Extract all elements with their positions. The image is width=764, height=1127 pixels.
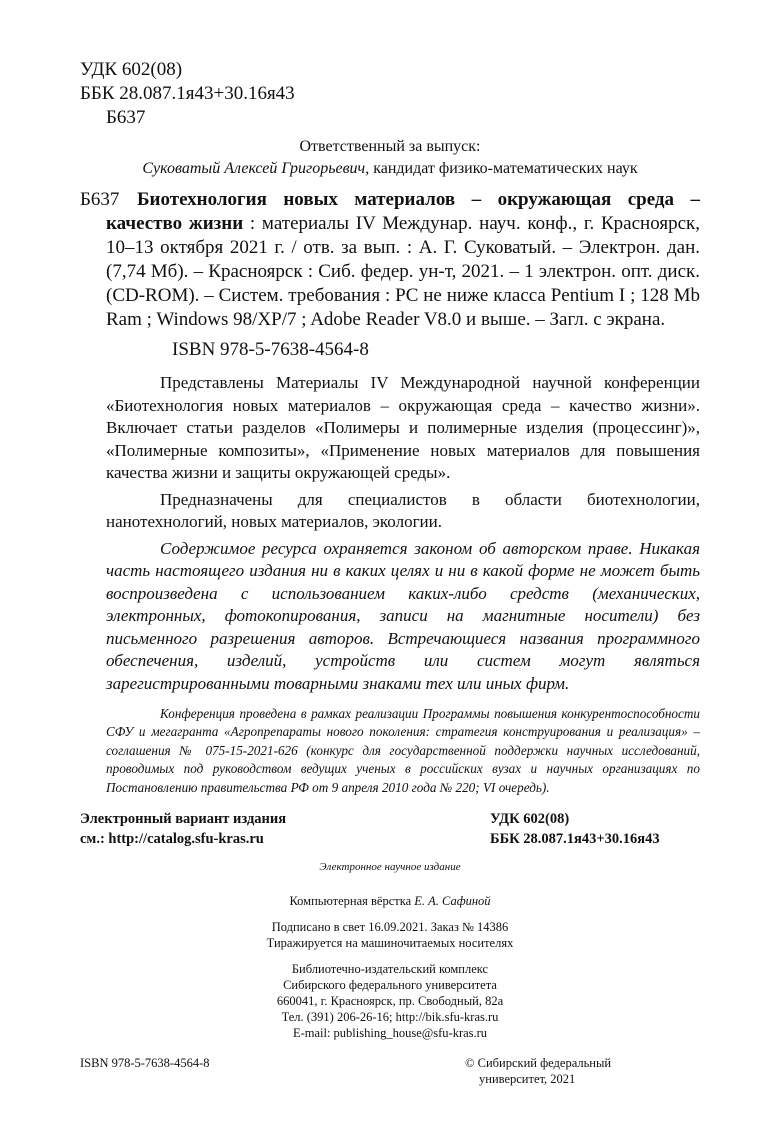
- conference-note: Конференция проведена в рамках реализации Программы повышения конкурентоспособности СФУ и мегагранта «Агропрепараты нового поколения: стратегия конструирования и реализация» – соглашения № 075-15-2021-626 (конкурс для государственной поддержки научных исследований, проводимых под руководством ведущих ученых в российских вузах и научных организациях по Постановлению правительства РФ от 9 апреля 2010 года № 220; VI очередь).: [106, 706, 700, 795]
- copyright: [465, 1055, 700, 1087]
- udk-code: УДК 602(08): [80, 59, 183, 80]
- responsible-label: Ответственный за выпуск:: [299, 138, 481, 155]
- footer-isbn: ISBN 978-5-7638-4564-8: [80, 1056, 210, 1071]
- entry-isbn: ISBN 978-5-7638-4564-8: [172, 339, 369, 360]
- electronic-link: см.: http://catalog.sfu-kras.ru: [80, 831, 264, 848]
- electronic-label: Электронный вариант издания: [80, 811, 287, 828]
- classification-block: [80, 58, 700, 130]
- imprint-bbk: ББК 28.087.1я43+30.16я43: [490, 831, 660, 848]
- publication-info: [80, 919, 700, 951]
- layout-label: Компьютерная вёрстка: [289, 894, 415, 909]
- imprint-udk: УДК 602(08): [490, 811, 570, 828]
- responsible-block: [80, 136, 700, 180]
- footer: [80, 1055, 700, 1087]
- entry-description: : материалы IV Междунар. науч. конф., г. Красноярск, 10–13 октября 2021 г. / отв. за вып. : А. Г. Суковатый. – Электрон. дан. (7,74 Мб). – Красноярск : Сиб. федер. ун-т, 2021. – 1 электрон. опт. диск. (CD-ROM). – Систем. требования : PC не ниже класса Pentium I ; 128 Mb Ram ; Windows 98/XP/7 ; Adobe Reader V8.0 и выше. – Загл. с экрана.: [106, 213, 700, 330]
- signed-info: Подписано в свет 16.09.2021. Заказ № 14386: [271, 920, 509, 935]
- bibliographic-entry: [80, 188, 700, 332]
- annotation-paragraph: Предназначены для специалистов в области биотехнологии, нанотехнологий, новых материалов, экологии.: [106, 489, 700, 531]
- publisher-info: [80, 961, 700, 1041]
- imprint-codes: [490, 809, 700, 849]
- copyright-line: © Сибирский федеральный: [465, 1056, 612, 1071]
- publisher-line: Сибирского федерального университета: [283, 978, 497, 993]
- publisher-line: Библиотечно-издательский комплекс: [291, 962, 489, 977]
- layout-credit: [80, 893, 700, 909]
- layout-name: Е. А. Сафиной: [414, 894, 491, 909]
- publisher-address: 660041, г. Красноярск, пр. Свободный, 82а: [276, 994, 504, 1009]
- responsible-degree: , кандидат физико-математических наук: [365, 160, 638, 177]
- edition-type: Электронное научное издание: [319, 861, 461, 874]
- entry-title: Биотехнология новых материалов – окружающая среда – качество жизни: [106, 189, 700, 234]
- entry-code: Б637: [80, 189, 120, 210]
- copyright-notice: Содержимое ресурса охраняется законом об авторском праве. Никакая часть настоящего издания ни в каких целях и ни в какой форме не может быть воспроизведена с использованием каких-либо средств (механических, электронных, фотокопирования, записи на магнитные носители) без письменного разрешения авторов. Встречающиеся названия программного обеспечения, изделий, устройств или систем могут являться зарегистрированными товарными знаками тех или иных фирм.: [106, 538, 700, 693]
- copyright-line: университет, 2021: [479, 1072, 576, 1087]
- publisher-phone: Тел. (391) 206-26-16; http://bik.sfu-kras.ru: [281, 1010, 499, 1025]
- publisher-email: E-mail: publishing_house@sfu-kras.ru: [292, 1026, 488, 1041]
- imprint-columns: [80, 809, 700, 849]
- bbk-code: ББК 28.087.1я43+30.16я43: [80, 83, 295, 104]
- annotation: [80, 372, 700, 695]
- annotation-paragraph: Представлены Материалы IV Международной научной конференции «Биотехнология новых материалов – окружающая среда – качество жизни». Включает статьи разделов «Полимеры и полимерные изделия (процессинг)», «Полимерные композиты», «Применение новых материалов для повышения качества жизни и защиты окружающей среды».: [106, 373, 700, 482]
- replication-info: Тиражируется на машиночитаемых носителях: [266, 936, 514, 951]
- responsible-name: Суковатый Алексей Григорьевич: [142, 160, 366, 177]
- electronic-version: [80, 809, 286, 849]
- author-mark: Б637: [106, 107, 146, 128]
